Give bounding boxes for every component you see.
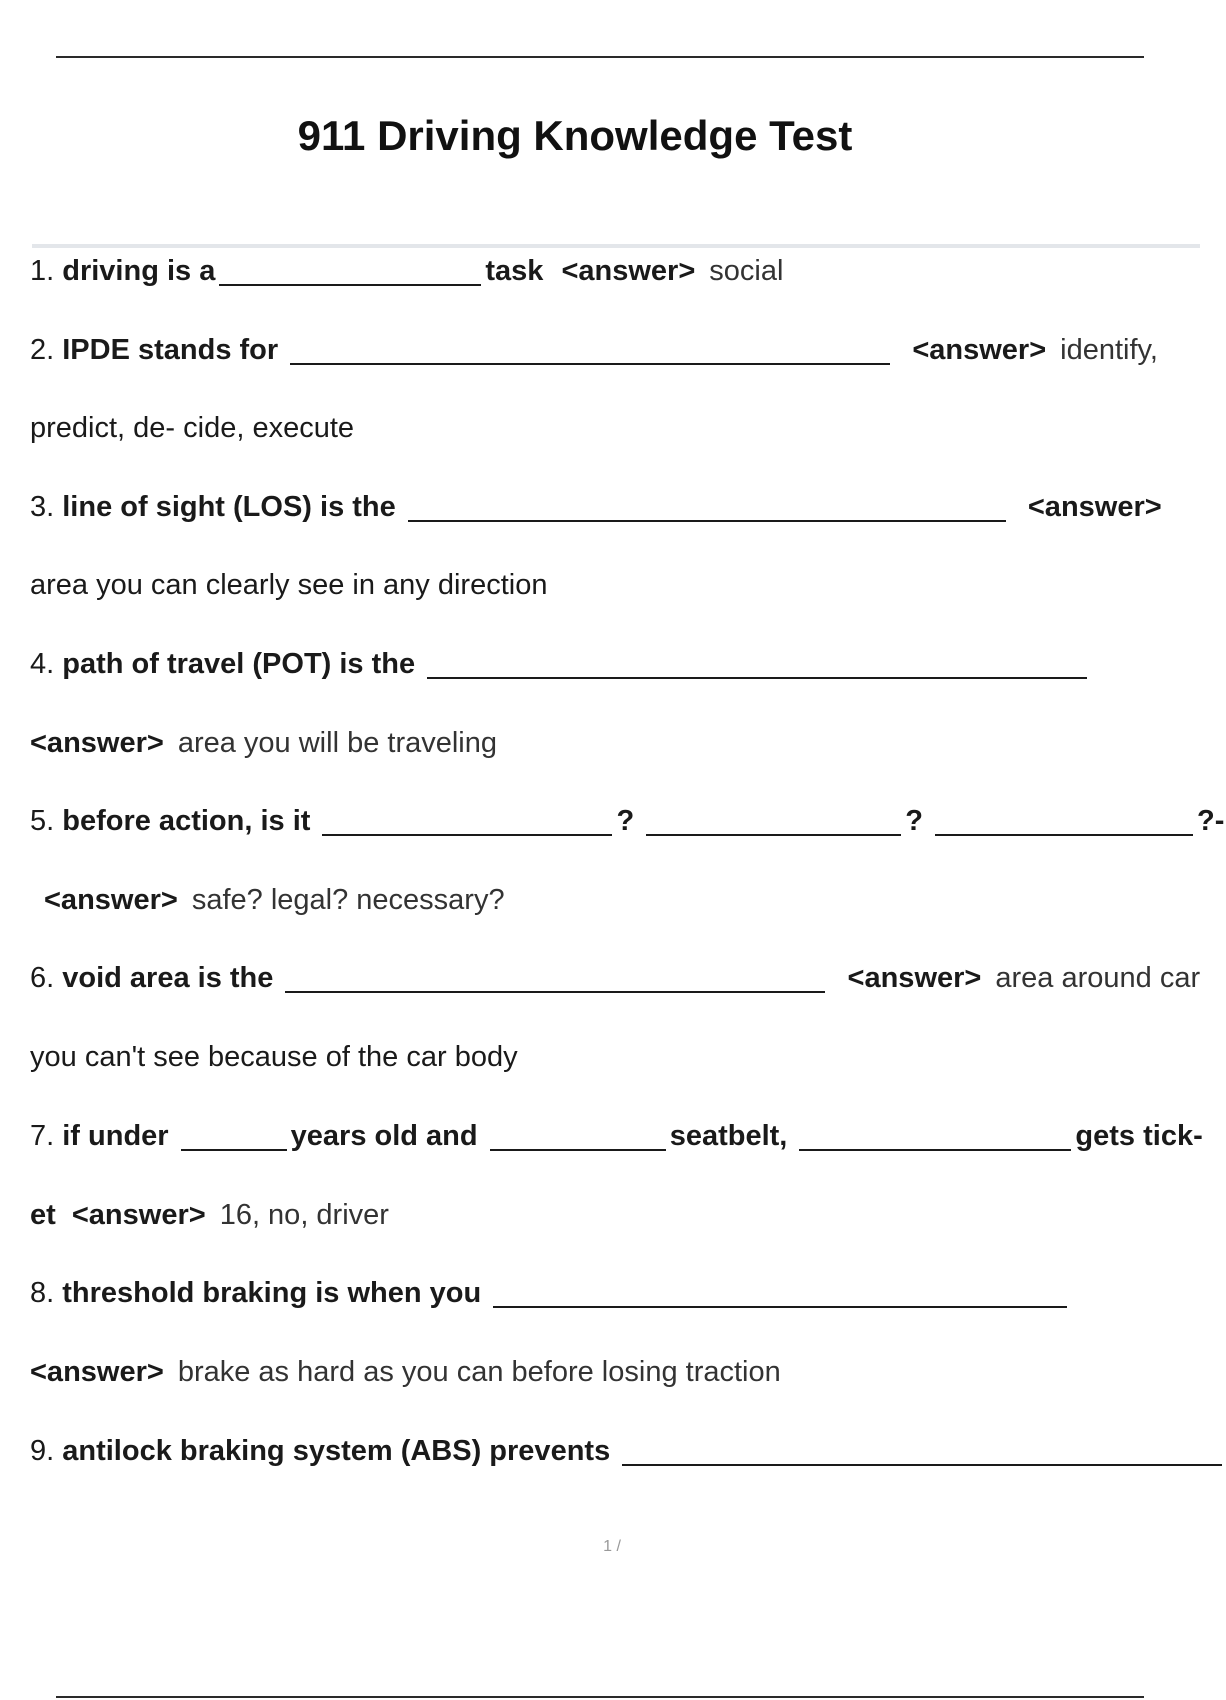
question-text-continuation: et	[30, 1199, 56, 1231]
answer-blank[interactable]	[290, 335, 890, 365]
answer-tag: <answer>	[30, 1356, 164, 1388]
question-text: void area is the	[62, 962, 274, 994]
answer-line-5	[44, 880, 505, 920]
question-number: 7.	[30, 1120, 55, 1152]
question-8	[30, 1273, 1071, 1313]
answer-blank-2[interactable]	[490, 1121, 666, 1151]
question-text: antilock braking system (ABS) prevents	[62, 1435, 611, 1467]
title-separator	[32, 244, 1200, 248]
question-text: driving is a	[62, 255, 216, 287]
question-text: line of sight (LOS) is the	[62, 491, 396, 523]
question-4	[30, 644, 1091, 684]
question-mark: ?-	[1197, 805, 1225, 837]
question-number: 4.	[30, 648, 55, 680]
question-mark: ?	[905, 805, 923, 837]
answer-blank-1[interactable]	[322, 806, 612, 836]
question-number: 9.	[30, 1435, 55, 1467]
question-text-part: gets tick-	[1075, 1120, 1203, 1152]
question-text-part: years old and	[290, 1120, 478, 1152]
question-text-part: seatbelt,	[669, 1120, 788, 1152]
answer-tag: <answer>	[30, 727, 164, 759]
question-mark: ?	[616, 805, 635, 837]
answer-tag: <answer>	[71, 1199, 206, 1231]
question-text: if under	[62, 1120, 169, 1152]
question-6	[30, 958, 1200, 998]
question-number: 5.	[30, 805, 55, 837]
question-1	[30, 251, 783, 291]
answer-text: area around car	[995, 962, 1201, 994]
answer-blank[interactable]	[493, 1278, 1067, 1308]
answer-blank[interactable]	[622, 1436, 1222, 1466]
bottom-rule	[56, 1696, 1144, 1698]
question-number: 3.	[30, 491, 55, 523]
answer-text: area you will be traveling	[177, 727, 497, 759]
question-2	[30, 330, 1158, 370]
answer-text: 16, no, driver	[219, 1199, 389, 1231]
question-number: 6.	[30, 962, 55, 994]
question-number: 8.	[30, 1277, 55, 1309]
answer-blank-3[interactable]	[935, 806, 1193, 836]
answer-blank[interactable]	[427, 649, 1087, 679]
question-text: path of travel (POT) is the	[62, 648, 416, 680]
question-number: 2.	[30, 334, 55, 366]
answer-tag: <answer>	[1027, 491, 1162, 523]
answer-tag: <answer>	[912, 334, 1047, 366]
answer-tag: <answer>	[847, 962, 982, 994]
answer-text: area you can clearly see in any direction	[30, 569, 548, 601]
answer-blank[interactable]	[285, 963, 825, 993]
page-title: 911 Driving Knowledge Test	[297, 112, 853, 159]
answer-text: social	[709, 255, 784, 287]
answer-tag: <answer>	[561, 255, 696, 287]
question-text: IPDE stands for	[62, 334, 279, 366]
page-number: 1 /	[603, 1538, 621, 1555]
question-9	[30, 1431, 1200, 1471]
answer-continuation: predict, de- cide, execute	[30, 412, 355, 444]
answer-line-7	[30, 1195, 389, 1235]
question-3	[30, 487, 1176, 527]
answer-line-4	[30, 723, 497, 763]
answer-tag: <answer>	[44, 884, 178, 916]
question-number: 1.	[30, 255, 55, 287]
answer-line-8	[30, 1352, 781, 1392]
answer-blank-1[interactable]	[181, 1121, 287, 1151]
answer-continuation: you can't see because of the car body	[30, 1041, 518, 1073]
top-rule	[56, 56, 1144, 58]
question-text-after: task	[485, 255, 544, 287]
question-5	[30, 801, 1224, 841]
question-7	[30, 1116, 1203, 1156]
answer-blank[interactable]	[408, 492, 1006, 522]
answer-text: identify,	[1060, 334, 1158, 366]
answer-text: safe? legal? necessary?	[191, 884, 505, 916]
answer-blank-2[interactable]	[646, 806, 901, 836]
answer-blank-3[interactable]	[799, 1121, 1071, 1151]
question-text: threshold braking is when you	[62, 1277, 482, 1309]
question-text: before action, is it	[62, 805, 311, 837]
answer-blank[interactable]	[219, 256, 481, 286]
answer-text: brake as hard as you can before losing traction	[177, 1356, 781, 1388]
